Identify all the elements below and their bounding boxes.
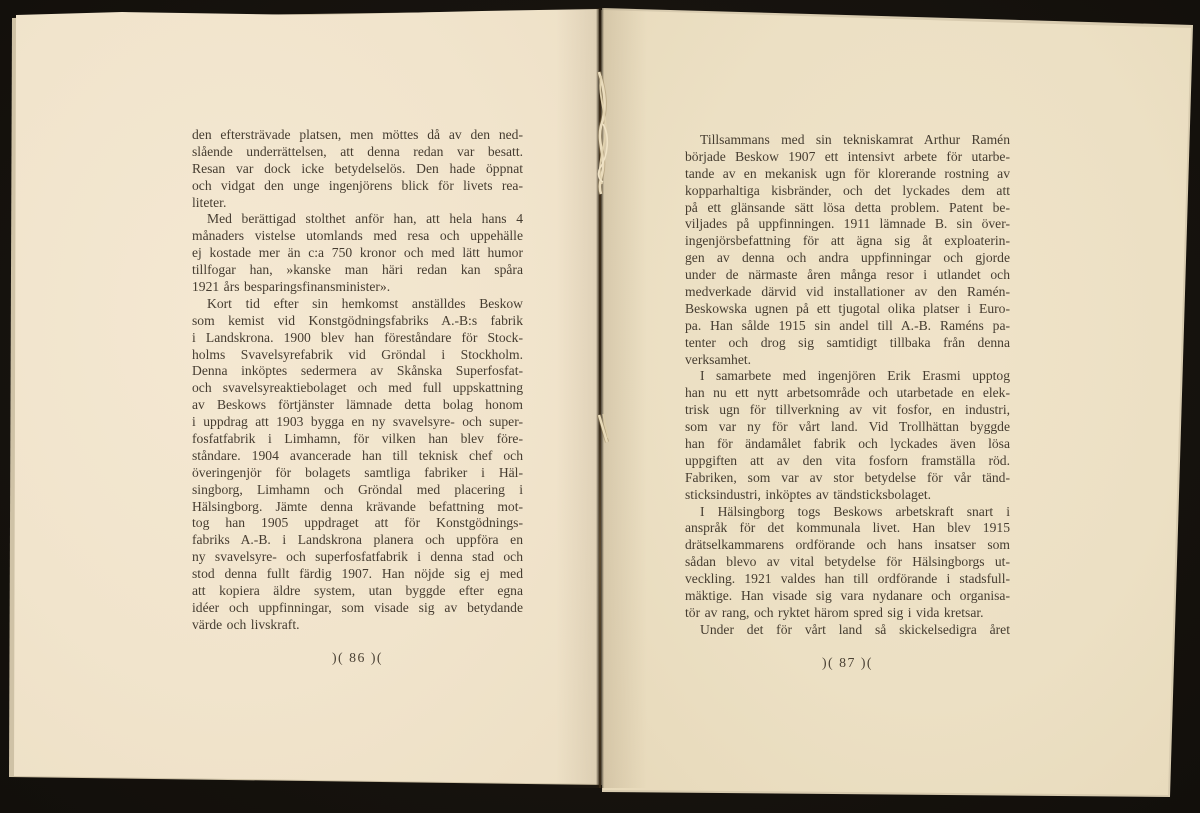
- text-line: I samarbete med ingenjören Erik Erasmi upptog: [700, 368, 1010, 384]
- text-line: den eftersträvade platsen, men möttes då av den ned-: [192, 127, 523, 142]
- text-line: ej kostade mer än c:a 750 kronor och med lätt humor: [192, 245, 523, 261]
- text-line: stod denna fullt färdig 1907. Han nöjde sig ej med: [192, 566, 523, 582]
- text-line: och vidgat den unge ingenjörens blick för livets rea-: [192, 177, 523, 193]
- page-number-left: )( 86 )(: [331, 649, 384, 665]
- text-line: överingenjör för bolagets samtliga fabriker i Häl-: [192, 464, 523, 480]
- text-line: och svavelsyreaktiebolaget och med full uppskattning: [192, 380, 523, 396]
- text-line: Denna inköptes sedermera av Skånska Superfosfat-: [192, 363, 523, 379]
- text-line: på ett glänsande sätt lösa detta problem. Patent be-: [685, 199, 1010, 215]
- text-line: värde och livskraft.: [192, 616, 300, 632]
- text-line: Tillsammans med sin tekniskamrat Arthur Ramén: [700, 132, 1010, 147]
- text-line: fabriks A.-B. i Landskrona planera och uppföra en: [192, 532, 523, 548]
- text-line: anspråk för det kommunala livet. Han blev 1915: [685, 520, 1010, 536]
- text-line: 1921 års besparingsfinansminister».: [192, 279, 391, 295]
- binding-thread-icon: [588, 64, 618, 199]
- text-line: Fabriken, som var av stor betydelse för vår tänd-: [685, 469, 1010, 485]
- page-right-text-column: [685, 132, 1010, 672]
- text-line: tenter och drog sig samtidigt tillbaka från denna: [685, 334, 1010, 350]
- text-line: tande av en mekanisk ugn för klorerande rostning av: [685, 165, 1010, 181]
- text-line: verksamhet.: [685, 351, 752, 367]
- text-line: tör av rang, och ryktet härom spred sig i vida kretsar.: [685, 604, 984, 620]
- text-line: Resan var dock icke betydelselös. Den hade öppnat: [192, 160, 523, 176]
- text-line: slående underrättelsen, att denna redan var besatt.: [192, 143, 523, 159]
- text-line: tog han 1905 uppdraget att för Konstgödnings-: [192, 515, 523, 531]
- text-line: gen av denna och andra uppfinningar och gjorde: [685, 250, 1010, 266]
- text-line: idéer och uppfinningar, som visade sig av betydande: [192, 599, 523, 615]
- text-line: pa. Han sålde 1915 sin andel till A.-B. Raméns pa-: [685, 317, 1010, 333]
- text-line: i uppdrag att 1903 bygga en ny svavelsyre- och super-: [192, 414, 523, 430]
- text-line: drätselkammarens ordförande och hans insatser som: [685, 537, 1010, 553]
- text-line: kopparhaltiga kisbränder, och det lyckades dem att: [685, 182, 1010, 198]
- text-line: som kemist vid Konstgödningsfabriks A.-B:s fabrik: [192, 312, 523, 328]
- text-line: ny svavelsyre- och superfosfatfabrik i denna stad och: [192, 549, 523, 565]
- text-line: veckling. 1921 valdes han till ordförande i stadsfull-: [685, 571, 1010, 587]
- text-line: han nu ett nytt arbetsområde och utarbetade en elek-: [685, 385, 1010, 401]
- text-line: Hälsingborg. Jämte denna krävande befattning mot-: [192, 498, 523, 514]
- text-line: liteter.: [192, 194, 227, 210]
- text-line: Beskowska ugnen på ett tjugotal olika platser i Euro-: [685, 300, 1010, 316]
- text-line: under de närmaste åren många resor i utlandet och: [685, 267, 1010, 283]
- text-line: månaders vistelse utomlands med resa och uppehälle: [192, 228, 523, 244]
- text-line: han för ändamålet fabrik och lyckades även lösa: [685, 436, 1010, 452]
- text-line: viljades på uppfinningen. 1911 lämnade B. sin över-: [685, 216, 1010, 232]
- text-line: ingenjörsbefattning för att ägna sig åt exploaterin-: [685, 233, 1010, 249]
- page-number-right: )( 87 )(: [821, 654, 874, 670]
- text-line: ståndare. 1904 avancerade han till teknisk chef och: [192, 447, 523, 463]
- text-line: tillfogar han, »kanske man häri redan kan spåra: [192, 262, 523, 278]
- text-line: av Beskows förtjänster lämnade detta bolag honom: [192, 397, 523, 413]
- text-line: uppgiften att av den vita fosforn framställa röd.: [685, 452, 1010, 468]
- text-line: i Landskrona. 1900 blev han föreståndare för Stock-: [192, 329, 523, 345]
- text-line: som var ny för vårt land. Vid Trollhättan byggde: [685, 419, 1010, 435]
- text-line: sådan blevo av vital betydelse för Hälsingborgs ut-: [685, 554, 1010, 570]
- text-line: I Hälsingborg togs Beskows arbetskraft snart i: [700, 503, 1010, 519]
- text-line: att kopiera äldre system, utan byggde efter egna: [192, 583, 523, 599]
- text-line: Med berättigad stolthet anför han, att hela hans 4: [207, 211, 523, 227]
- page-left-body: [192, 127, 523, 634]
- text-line: fosfatfabrik i Limhamn, för vilken han blev före-: [192, 431, 523, 447]
- text-line: Under det för vårt land så skickelsedigra året: [700, 621, 1010, 637]
- text-line: trisk ugn för tillverkning av vit fosfor, en industri,: [685, 402, 1010, 418]
- thread-fragment-icon: [592, 412, 616, 448]
- page-left-text-column: [192, 127, 523, 667]
- text-line: medverkade därvid vid installationer av den Ramén-: [685, 284, 1010, 300]
- text-line: började Beskow 1907 ett intensivt arbete för utarbe-: [685, 148, 1010, 164]
- text-line: singborg, Limhamn och Gröndal med placering i: [192, 481, 523, 497]
- page-right-body: [685, 132, 1010, 639]
- text-line: mäktige. Han visade sig vara nydanare och organisa-: [685, 588, 1010, 604]
- text-line: holms Svavelsyrefabrik vid Gröndal i Stockholm.: [192, 346, 523, 362]
- text-line: Kort tid efter sin hemkomst anställdes Beskow: [207, 295, 523, 311]
- text-line: sticksindustri, inköptes av tändsticksbolaget.: [685, 486, 932, 502]
